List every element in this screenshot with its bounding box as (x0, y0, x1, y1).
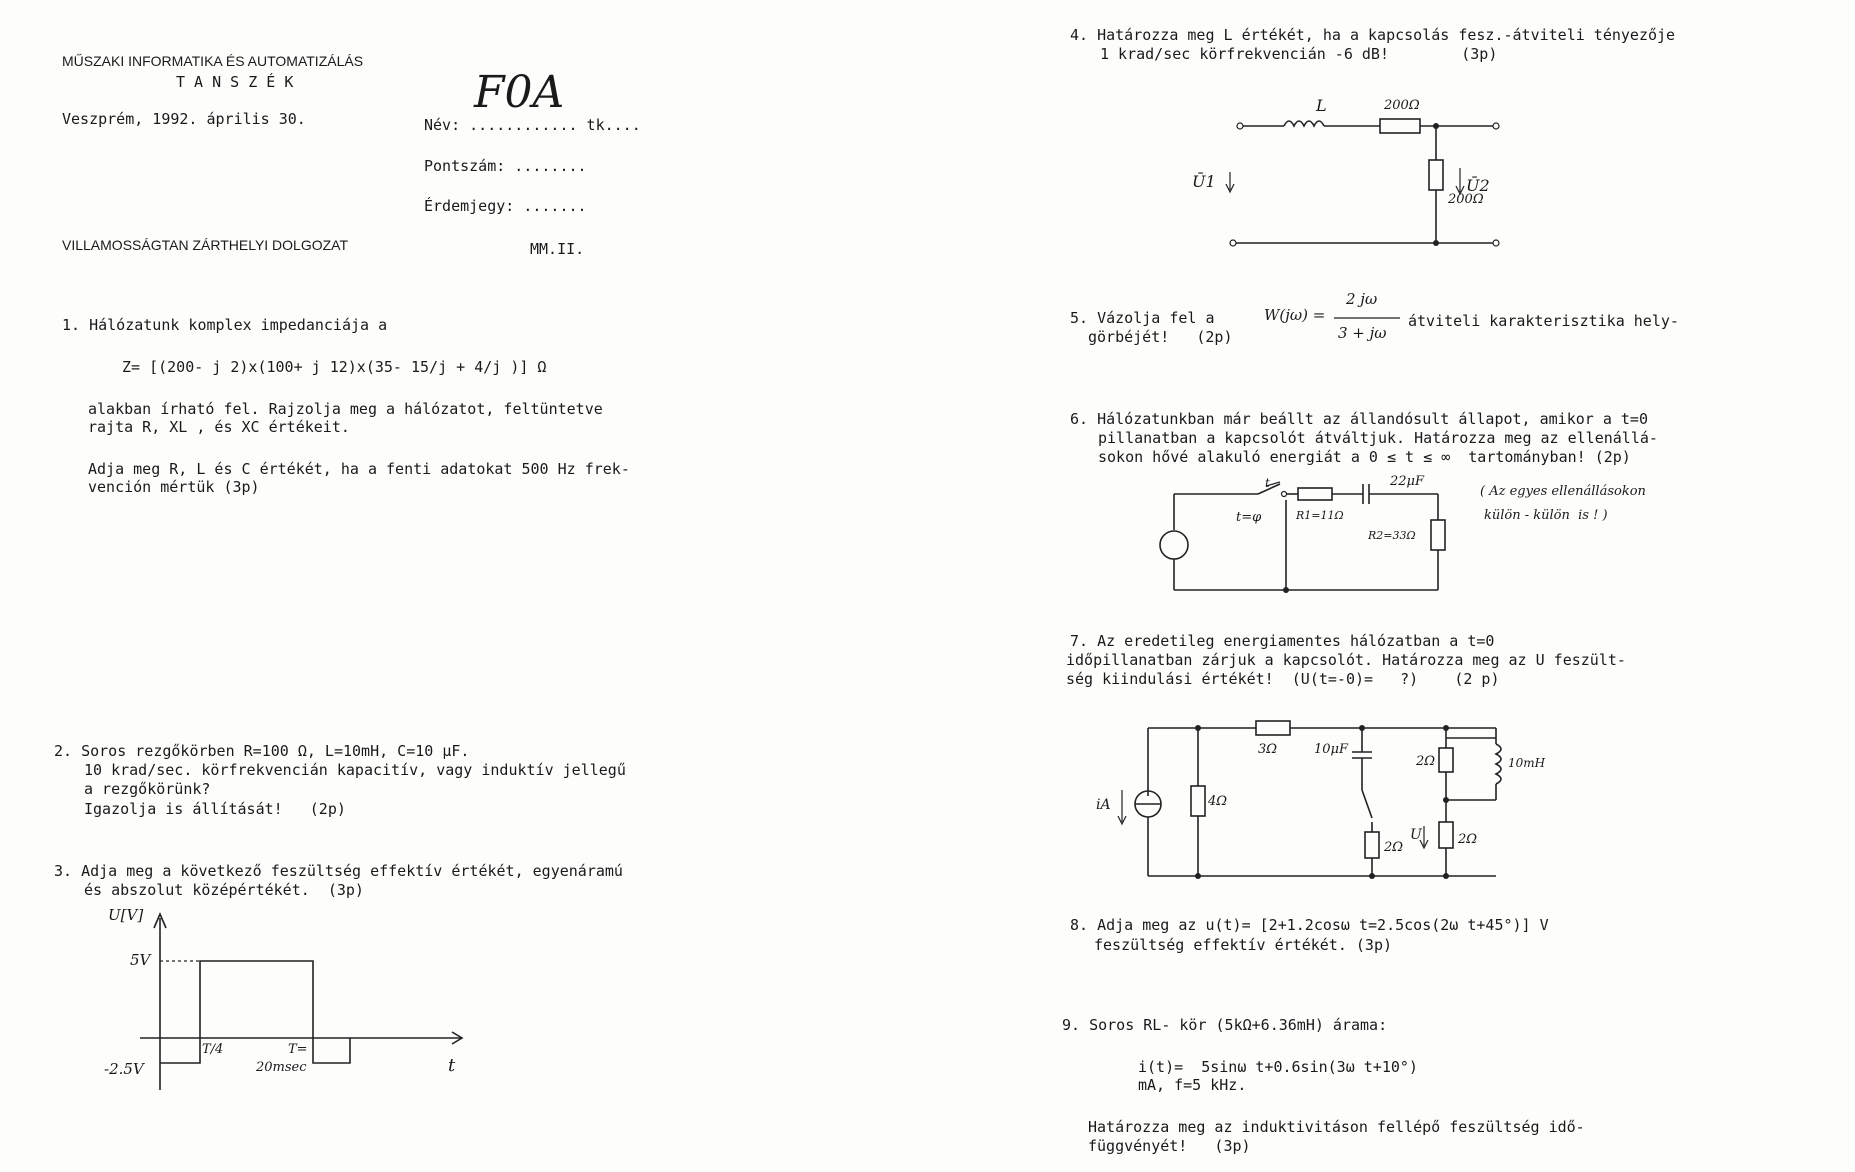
p8-line1: 8. Adja meg az u(t)= [2+1.2cosω t=2.5cos(2ω t+45°)] V (1070, 916, 1549, 934)
p2-line2: 10 krad/sec. körfrekvencián kapacitív, vagy induktív jellegű (84, 761, 626, 779)
p4-label-r1: 200Ω (1384, 98, 1420, 113)
p6-label-tphi: t=φ (1236, 510, 1262, 525)
p9-line5: függvényét! (3p) (1088, 1137, 1251, 1155)
dept-line-1: MŰSZAKI INFORMATIKA ÉS AUTOMATIZÁLÁS (62, 53, 364, 69)
p9-line2: i(t)= 5sinω t+0.6sin(3ω t+10°) (1138, 1058, 1418, 1076)
p4-label-L: L (1316, 96, 1327, 115)
p7-line1: 7. Az eredetileg energiamentes hálózatban a t=0 (1070, 632, 1495, 650)
right-page (928, 0, 1855, 1172)
p6-line3: sokon hővé alakuló energiát a 0 ≤ t ≤ ∞ tartományban! (2p) (1098, 448, 1631, 466)
p2-line3: a rezgőkörünk? (84, 780, 211, 798)
p7-label-3r: 3Ω (1258, 742, 1278, 757)
p7-label-ind: 10mH (1508, 756, 1546, 770)
p3-line2: és abszolut középértékét. (3p) (84, 881, 364, 899)
p7-label-2r-c: 2Ω (1458, 832, 1478, 847)
p7-label-cap: 10μF (1314, 742, 1349, 757)
p6-note-line2: külön - külön is ! ) (1484, 508, 1608, 523)
p5-line2: görbéjét! (2p) (1088, 328, 1233, 346)
p6-label-t: t (1265, 476, 1270, 490)
name-field: Név: ............ tk.... (424, 116, 641, 134)
p5-formula-den: 3 + jω (1338, 324, 1387, 342)
p7-label-2r-b: 2Ω (1384, 840, 1404, 855)
p1-line4: Adja meg R, L és C értékét, ha a fenti adatokat 500 Hz frek- (88, 460, 630, 478)
p9-line1: 9. Soros RL- kör (5kΩ+6.36mH) árama: (1062, 1016, 1388, 1034)
p6-note-line1: ( Az egyes ellenállásokon (1480, 484, 1646, 499)
p7-line3: ség kiindulási értékét! (U(t=-0)= ?) (2 p) (1066, 670, 1500, 688)
p5-formula-lhs: W(jω) = (1264, 306, 1326, 324)
p4-line1: 4. Határozza meg L értékét, ha a kapcsolás fesz.-átviteli tényezője (1070, 26, 1676, 44)
p9-line4: Határozza meg az induktivitáson fellépő feszültség idő- (1088, 1118, 1585, 1136)
p6-line2: pillanatban a kapcsolót átváltjuk. Határozza meg az ellenállá- (1098, 429, 1658, 447)
p5-formula-num: 2 jω (1346, 290, 1378, 308)
grade-field: Érdemjegy: ....... (424, 197, 587, 215)
p7-label-ia: iA (1096, 797, 1111, 813)
p4-label-u2: Ū2 (1466, 176, 1490, 195)
course-code: MM.II. (530, 240, 585, 258)
place-date: Veszprém, 1992. április 30. (62, 110, 306, 128)
p6-label-r1: R1=11Ω (1296, 509, 1344, 522)
p1-line3: rajta R, XL , és XC értékeit. (88, 418, 350, 436)
p4-label-r2: 200Ω (1448, 192, 1484, 207)
p3-label-T: T= (288, 1042, 308, 1057)
p7-label-u: U (1410, 827, 1422, 843)
exam-title: VILLAMOSSÁGTAN ZÁRTHELYI DOLGOZAT (62, 237, 349, 253)
p1-line2: alakban írható fel. Rajzolja meg a hálózatot, feltüntetve (88, 400, 603, 418)
p5-line1b: átviteli karakterisztika hely- (1408, 312, 1679, 330)
p3-x-axis-label: t (448, 1055, 456, 1076)
p7-line2: időpillanatban zárjuk a kapcsolót. Határozza meg az U feszült- (1066, 651, 1626, 669)
p2-line1: 2. Soros rezgőkörben R=100 Ω, L=10mH, C=10 μF. (54, 742, 470, 760)
p4-line2: 1 krad/sec körfrekvencián -6 dB! (3p) (1100, 45, 1498, 63)
points-field: Pontszám: ........ (424, 157, 587, 175)
p5-line1a: 5. Vázolja fel a (1070, 309, 1215, 327)
p7-label-4r: 4Ω (1208, 794, 1228, 809)
p2-line4: Igazolja is állítását! (2p) (84, 800, 346, 818)
p7-circuit (928, 0, 1855, 1172)
p8-line2: feszültség effektív értékét. (3p) (1094, 936, 1393, 954)
p3-label-neg: -2.5V (104, 1060, 144, 1078)
dept-line-2: T A N S Z É K (176, 73, 294, 91)
p1-formula: Z= [(200- j 2)x(100+ j 12)x(35- 15/j + 4/j )] Ω (122, 358, 547, 376)
p3-y-axis-label: U[V] (108, 906, 144, 924)
p3-line1: 3. Adja meg a következő feszültség effektív értékét, egyenáramú (54, 862, 623, 880)
p7-label-2r-a: 2Ω (1416, 754, 1436, 769)
p6-line1: 6. Hálózatunkban már beállt az állandósult állapot, amikor a t=0 (1070, 410, 1648, 428)
p1-line5: vención mértük (3p) (88, 478, 260, 496)
p6-label-cap: 22μF (1390, 474, 1425, 489)
p3-waveform-graph (0, 0, 927, 1172)
p1-line1: 1. Hálózatunk komplex impedanciája a (62, 316, 388, 334)
p6-label-r2: R2=33Ω (1368, 529, 1416, 542)
p4-label-u1: Ū1 (1192, 172, 1216, 191)
left-page (0, 0, 927, 1172)
handwritten-mark: F0A (474, 67, 565, 118)
p3-label-20ms: 20msec (256, 1060, 307, 1075)
p3-label-t4: T/4 (202, 1042, 224, 1057)
p9-line3: mA, f=5 kHz. (1138, 1076, 1247, 1094)
p3-label-5v: 5V (130, 951, 151, 969)
